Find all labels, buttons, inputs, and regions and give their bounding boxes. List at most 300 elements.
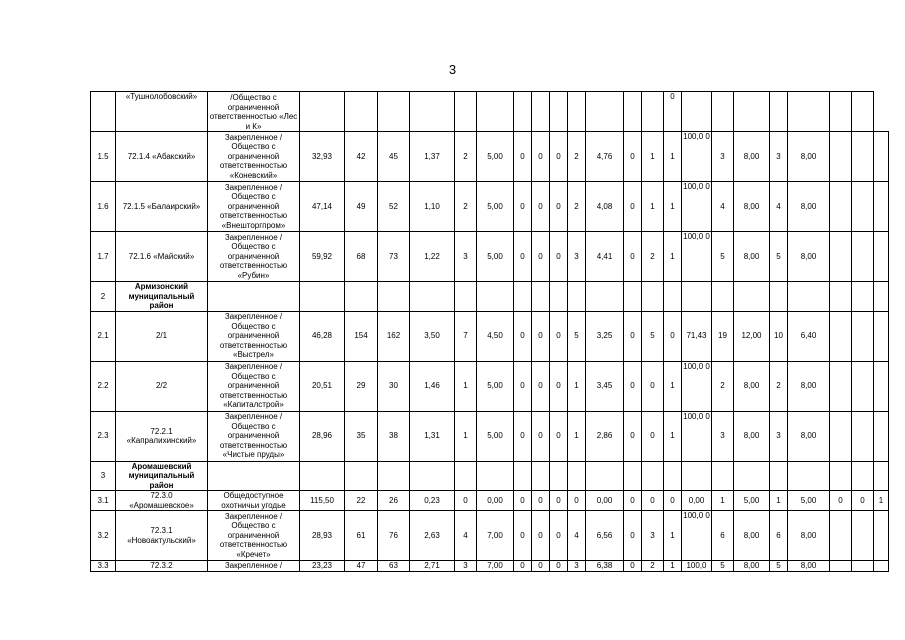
table-cell: 2 [642, 232, 664, 282]
table-row [91, 491, 889, 511]
table-cell [477, 282, 514, 312]
table-cell: 1 [664, 411, 682, 461]
table-cell: 1 [568, 411, 586, 461]
table-cell: 3 [770, 411, 788, 461]
table-cell: 2.1 [91, 311, 116, 361]
table-cell: «Тушнолобовский» [116, 92, 208, 132]
table-cell: 8,00 [788, 561, 830, 572]
table-cell: 71,43 [682, 311, 712, 361]
table-cell [830, 311, 852, 361]
table-cell: 47,14 [300, 182, 345, 232]
table-cell: 0 [624, 361, 642, 411]
table-cell: 1 [455, 411, 477, 461]
table-cell: 0 [532, 511, 550, 561]
table-cell [532, 92, 550, 132]
table-cell: 6,38 [586, 561, 624, 572]
table-cell: 0 [532, 491, 550, 511]
table-cell: 0 [532, 361, 550, 411]
table-cell: 4,50 [477, 311, 514, 361]
table-cell: 0 [550, 361, 568, 411]
table-cell: 1 [770, 491, 788, 511]
table-cell [852, 511, 874, 561]
table-row [91, 411, 889, 461]
table-cell [568, 282, 586, 312]
table-cell: Закрепленное / [208, 561, 300, 572]
table-cell [712, 282, 734, 312]
table-cell [874, 232, 889, 282]
table-row [91, 282, 889, 312]
table-cell: 7 [455, 311, 477, 361]
table-cell: 4 [712, 182, 734, 232]
table-cell: 72.3.0 «Аромашевское» [116, 491, 208, 511]
table-cell: 5,00 [788, 491, 830, 511]
table-cell [642, 282, 664, 312]
table-cell [830, 282, 852, 312]
table-cell: 2 [455, 182, 477, 232]
table-cell: 0 [624, 561, 642, 572]
table-cell: 1 [664, 182, 682, 232]
table-cell: 32,93 [300, 132, 345, 182]
table-cell: 23,23 [300, 561, 345, 572]
table-cell: 63 [378, 561, 410, 572]
table-cell: 3 [712, 411, 734, 461]
table-cell: 100,0 0 [682, 182, 712, 232]
table-cell [410, 282, 455, 312]
table-cell: 26 [378, 491, 410, 511]
table-cell: 8,00 [788, 411, 830, 461]
table-cell: 30 [378, 361, 410, 411]
table-cell: Закрепленное / Общество с ограниченной ответственностью «Выстрел» [208, 311, 300, 361]
table-cell: 1.6 [91, 182, 116, 232]
table-cell [874, 182, 889, 232]
table-cell: 3.1 [91, 491, 116, 511]
table-cell: 3 [91, 461, 116, 491]
table-cell: 6,56 [586, 511, 624, 561]
table-cell: 8,00 [788, 232, 830, 282]
table-cell [734, 92, 770, 132]
table-cell [664, 461, 682, 491]
table-cell: 1 [712, 491, 734, 511]
table-cell: 73 [378, 232, 410, 282]
table-cell [852, 232, 874, 282]
table-cell: 162 [378, 311, 410, 361]
table-cell [378, 461, 410, 491]
table-cell [874, 311, 889, 361]
table-cell: 1 [664, 561, 682, 572]
table-cell [712, 461, 734, 491]
table-cell: 1 [664, 511, 682, 561]
table-cell: 3 [568, 232, 586, 282]
table-cell [734, 282, 770, 312]
table-cell: 0,00 [586, 491, 624, 511]
table-cell: 76 [378, 511, 410, 561]
table-cell: 0 [830, 491, 852, 511]
table-cell: 0 [514, 411, 532, 461]
table-cell [300, 461, 345, 491]
table-cell: 100,0 0 [682, 411, 712, 461]
table-cell [378, 282, 410, 312]
table-cell: 0 [624, 232, 642, 282]
table-cell: 0 [550, 132, 568, 182]
table-cell [874, 511, 889, 561]
table-cell: Закрепленное / Общество с ограниченной ответственностью «Внешторгпром» [208, 182, 300, 232]
table-cell [852, 132, 874, 182]
table-row [91, 461, 889, 491]
table-cell: 38 [378, 411, 410, 461]
table-cell: 0 [514, 232, 532, 282]
table-cell: 0 [550, 182, 568, 232]
table-cell [852, 561, 874, 572]
table-cell [586, 92, 624, 132]
table-cell: 100,0 0 [682, 132, 712, 182]
table-row [91, 182, 889, 232]
table-cell: 8,00 [734, 561, 770, 572]
table-cell [568, 92, 586, 132]
table-cell [830, 561, 852, 572]
table-cell: 8,00 [734, 511, 770, 561]
table-cell [874, 132, 889, 182]
hunting-grounds-table [90, 91, 889, 572]
table-cell: 0 [664, 92, 682, 132]
table-cell: 5 [568, 311, 586, 361]
table-cell: 4,41 [586, 232, 624, 282]
table-cell [345, 282, 378, 312]
table-cell: 3 [642, 511, 664, 561]
table-cell: 72.1.4 «Абакский» [116, 132, 208, 182]
table-cell [642, 92, 664, 132]
table-cell: Закрепленное / Общество с ограниченной ответственностью «Рубин» [208, 232, 300, 282]
table-cell: 0 [852, 491, 874, 511]
table-cell: 2/2 [116, 361, 208, 411]
table-cell [852, 311, 874, 361]
table-cell: 0 [642, 361, 664, 411]
table-cell: 0 [664, 311, 682, 361]
table-cell: Армизонский муниципальный район [116, 282, 208, 312]
table-cell: 100,0 0 [682, 511, 712, 561]
table-cell: 72.3.2 [116, 561, 208, 572]
table-cell: 1,46 [410, 361, 455, 411]
table-cell: 5,00 [477, 411, 514, 461]
table-cell: 3 [455, 561, 477, 572]
table-cell: 2.2 [91, 361, 116, 411]
table-cell: 5,00 [477, 361, 514, 411]
table-cell: 8,00 [788, 132, 830, 182]
table-cell: 61 [345, 511, 378, 561]
table-cell: 12,00 [734, 311, 770, 361]
table-cell: 2 [91, 282, 116, 312]
table-cell: 0 [514, 511, 532, 561]
table-cell: 2 [568, 182, 586, 232]
table-cell: Закрепленное / Общество с ограниченной ответственностью «Чистые пруды» [208, 411, 300, 461]
table-cell [830, 92, 852, 132]
table-cell: 0,23 [410, 491, 455, 511]
table-cell: 8,00 [734, 411, 770, 461]
table-cell: 5 [712, 232, 734, 282]
table-cell: 0 [532, 132, 550, 182]
table-cell: Аромашевский муниципальный район [116, 461, 208, 491]
table-cell: 0 [624, 182, 642, 232]
table-cell: 68 [345, 232, 378, 282]
table-cell: 4,08 [586, 182, 624, 232]
table-cell: 4 [568, 511, 586, 561]
table-cell: 3,45 [586, 361, 624, 411]
table-row [91, 511, 889, 561]
table-cell: 0 [532, 411, 550, 461]
table-cell: 0 [642, 411, 664, 461]
table-cell: 35 [345, 411, 378, 461]
table-cell [830, 461, 852, 491]
table-cell [208, 282, 300, 312]
table-cell: 1 [664, 232, 682, 282]
table-cell [514, 282, 532, 312]
table-cell: Закрепленное / Общество с ограниченной ответственностью «Коневский» [208, 132, 300, 182]
table-cell: 2/1 [116, 311, 208, 361]
table-cell: 1 [455, 361, 477, 411]
table-cell: 1,10 [410, 182, 455, 232]
table-cell: 6,40 [788, 311, 830, 361]
table-cell [664, 282, 682, 312]
table-cell: 0 [624, 491, 642, 511]
table-row [91, 561, 889, 572]
table-cell: 7,00 [477, 511, 514, 561]
table-cell [378, 92, 410, 132]
table-cell [624, 461, 642, 491]
table-cell [208, 461, 300, 491]
table-cell [682, 282, 712, 312]
table-cell: 2 [568, 132, 586, 182]
table-cell: 8,00 [788, 361, 830, 411]
table-cell: 20,51 [300, 361, 345, 411]
table-cell: 6 [712, 511, 734, 561]
table-cell: 0 [642, 491, 664, 511]
table-cell [345, 461, 378, 491]
table-cell: 1,31 [410, 411, 455, 461]
table-cell: 2 [455, 132, 477, 182]
table-cell: 45 [378, 132, 410, 182]
table-cell [455, 461, 477, 491]
table-cell [624, 92, 642, 132]
table-cell: 2.3 [91, 411, 116, 461]
table-cell: 52 [378, 182, 410, 232]
table-cell [830, 361, 852, 411]
table-cell: 0 [532, 311, 550, 361]
table-cell [830, 511, 852, 561]
table-cell [550, 92, 568, 132]
table-cell: 0 [514, 311, 532, 361]
table-cell [852, 92, 874, 132]
table-cell [852, 182, 874, 232]
table-cell [874, 282, 889, 312]
table-cell: 1 [664, 132, 682, 182]
table-cell: 2 [712, 361, 734, 411]
table-cell: 0 [664, 491, 682, 511]
table-cell: 115,50 [300, 491, 345, 511]
table-cell [682, 461, 712, 491]
table-cell: Общедоступное охотничьи угодье [208, 491, 300, 511]
table-cell: 0 [550, 511, 568, 561]
table-cell: 8,00 [734, 132, 770, 182]
table-cell [410, 461, 455, 491]
table-cell [830, 411, 852, 461]
table-cell: 5,00 [734, 491, 770, 511]
table-cell: 0 [532, 561, 550, 572]
table-cell: 3.3 [91, 561, 116, 572]
table-cell [830, 132, 852, 182]
table-cell [642, 461, 664, 491]
table-cell [874, 461, 889, 491]
table-cell [852, 411, 874, 461]
table-cell: 3 [770, 132, 788, 182]
table-cell: 1 [642, 132, 664, 182]
table-cell: 5,00 [477, 232, 514, 282]
table-cell: 8,00 [788, 511, 830, 561]
page-number: 3 [448, 62, 457, 77]
table-cell [477, 461, 514, 491]
table-cell: 28,96 [300, 411, 345, 461]
table-cell [788, 92, 830, 132]
table-cell: 100,0 0 [682, 232, 712, 282]
table-cell: 8,00 [788, 182, 830, 232]
table-cell: 3.2 [91, 511, 116, 561]
table-row [91, 311, 889, 361]
table-cell [770, 92, 788, 132]
table-cell: 4,76 [586, 132, 624, 182]
table-cell [830, 232, 852, 282]
table-cell: 1 [874, 491, 889, 511]
table-cell: 1,22 [410, 232, 455, 282]
table-cell: 8,00 [734, 182, 770, 232]
table-cell: 0 [550, 491, 568, 511]
table-cell: 8,00 [734, 232, 770, 282]
table-cell: 1 [642, 182, 664, 232]
table-cell: 2,86 [586, 411, 624, 461]
table-cell: 0 [550, 561, 568, 572]
table-cell: 49 [345, 182, 378, 232]
table-cell: 5 [770, 232, 788, 282]
table-cell: 0,00 [682, 491, 712, 511]
table-cell: 0 [532, 232, 550, 282]
table-row [91, 92, 889, 132]
table-row [91, 361, 889, 411]
table-cell [477, 92, 514, 132]
table-cell: 2 [642, 561, 664, 572]
table-cell: 10 [770, 311, 788, 361]
table-cell: 42 [345, 132, 378, 182]
table-cell: 0 [624, 511, 642, 561]
table-cell: 154 [345, 311, 378, 361]
table-cell [852, 282, 874, 312]
table-cell [830, 182, 852, 232]
table-cell [410, 92, 455, 132]
table-cell: 0 [624, 132, 642, 182]
table-cell: 0,00 [477, 491, 514, 511]
table-cell [568, 461, 586, 491]
table-cell [91, 92, 116, 132]
table-cell: 1,37 [410, 132, 455, 182]
table-cell: 3,25 [586, 311, 624, 361]
table-cell: 2,71 [410, 561, 455, 572]
table-cell: 72.1.6 «Майский» [116, 232, 208, 282]
table-cell: 0 [514, 132, 532, 182]
table-cell: 0 [624, 311, 642, 361]
table-cell: 47 [345, 561, 378, 572]
table-cell: 5 [642, 311, 664, 361]
table-cell: 5 [770, 561, 788, 572]
table-cell [852, 461, 874, 491]
table-cell: /Общество с ограниченной ответственностью «Лес и К» [208, 92, 300, 132]
table-cell: 3,50 [410, 311, 455, 361]
table-cell: 0 [532, 182, 550, 232]
table-cell [514, 92, 532, 132]
table-cell: 8,00 [734, 361, 770, 411]
table-cell [734, 461, 770, 491]
table-cell: 0 [514, 361, 532, 411]
table-cell [852, 361, 874, 411]
table-cell: 72.2.1 «Капралихинский» [116, 411, 208, 461]
table-cell: 0 [514, 491, 532, 511]
table-cell: 46,28 [300, 311, 345, 361]
table-row [91, 132, 889, 182]
table-cell [586, 282, 624, 312]
table-cell [550, 282, 568, 312]
table-cell [682, 92, 712, 132]
table-cell [712, 92, 734, 132]
table-cell: 28,93 [300, 511, 345, 561]
table-cell: 0 [550, 232, 568, 282]
table-cell: 0 [550, 311, 568, 361]
table-cell [514, 461, 532, 491]
table-cell: 2,63 [410, 511, 455, 561]
table-cell: 0 [568, 491, 586, 511]
table-cell [300, 282, 345, 312]
table-cell: 1 [568, 361, 586, 411]
table-cell [345, 92, 378, 132]
table-cell [532, 461, 550, 491]
table-cell: 1 [664, 361, 682, 411]
table-cell [770, 461, 788, 491]
table-cell: 3 [455, 232, 477, 282]
table-cell: 6 [770, 511, 788, 561]
table-cell [788, 282, 830, 312]
table-cell: 5 [712, 561, 734, 572]
table-cell: 0 [550, 411, 568, 461]
table-cell: 72.1.5 «Балаирский» [116, 182, 208, 232]
table-cell: 59,92 [300, 232, 345, 282]
table-cell: 19 [712, 311, 734, 361]
table-cell: 72.3.1 «Новоактульский» [116, 511, 208, 561]
table-cell: 5,00 [477, 132, 514, 182]
table-cell [788, 461, 830, 491]
table-cell [300, 92, 345, 132]
table-cell [770, 282, 788, 312]
table-cell [550, 461, 568, 491]
table-cell [455, 282, 477, 312]
table-cell: 4 [455, 511, 477, 561]
table-cell: 29 [345, 361, 378, 411]
table-cell: 22 [345, 491, 378, 511]
table-cell: 3 [568, 561, 586, 572]
table-cell [455, 92, 477, 132]
table-cell: 0 [514, 561, 532, 572]
table-cell: 5,00 [477, 182, 514, 232]
table-cell: 0 [455, 491, 477, 511]
table-cell: Закрепленное / Общество с ограниченной ответственностью «Капиталстрой» [208, 361, 300, 411]
table-cell [874, 411, 889, 461]
table-row [91, 232, 889, 282]
table-cell [624, 282, 642, 312]
table-cell [586, 461, 624, 491]
table-cell: 2 [770, 361, 788, 411]
